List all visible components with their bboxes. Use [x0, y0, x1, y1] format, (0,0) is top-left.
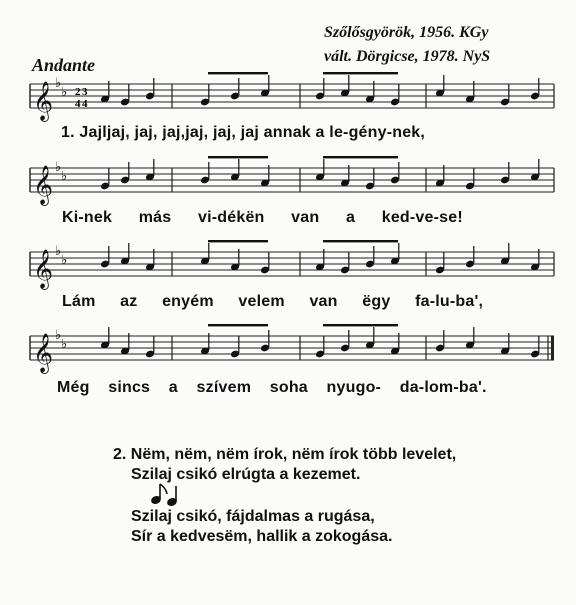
time-signature-top-1: 2 — [75, 86, 81, 98]
flat-icon: ♭ — [61, 85, 68, 100]
source-note-1: Szőlősgyörök, 1956. KGy — [324, 24, 489, 41]
beam — [323, 324, 398, 326]
treble-clef-icon: 𝄞 — [33, 333, 54, 373]
lyric-line-3: Lám az enyém velem van ëgy fa-lu-ba', — [62, 293, 484, 310]
time-signature-top-2: 3 — [82, 86, 88, 98]
verse-2-line-1: 2. Nëm, nëm, nëm írok, nëm írok több levelet, — [113, 446, 457, 463]
flat-icon: ♭ — [61, 169, 68, 184]
flat-icon: ♭ — [55, 244, 62, 259]
verse-2-line-3: Szilaj csikó, fájdalmas a rugása, — [131, 508, 375, 525]
note-icon — [150, 484, 178, 507]
beam — [208, 156, 268, 158]
beam — [208, 240, 268, 242]
treble-clef-icon: 𝄞 — [33, 249, 54, 289]
treble-clef-icon: 𝄞 — [33, 165, 54, 205]
flat-icon: ♭ — [55, 328, 62, 343]
treble-clef-icon: 𝄞 — [33, 81, 54, 121]
time-signature-bottom-1: 4 — [75, 98, 81, 110]
beam — [323, 156, 398, 158]
source-note-2: vált. Dörgicse, 1978. NyS — [324, 48, 491, 65]
verse-2-line-2: Szilaj csikó elrúgta a kezemet. — [131, 466, 361, 483]
beam — [323, 72, 398, 74]
lyric-line-2: Ki-nek más vi-dékën van a ked-ve-se! — [62, 209, 463, 226]
flat-icon: ♭ — [61, 253, 68, 268]
beam — [323, 240, 398, 242]
tempo-marking: Andante — [32, 55, 96, 75]
lyric-line-1: 1. Jajljaj, jaj, jaj,jaj, jaj, jaj annak a le-gény-nek, — [61, 124, 426, 141]
time-signature — [75, 86, 88, 110]
lyric-line-4: Még sincs a szívem soha nyugo- da-lom-ba'. — [57, 379, 487, 396]
verse-2-line-4: Sír a kedvesëm, hallik a zokogása. — [131, 528, 393, 545]
final-barline-thick — [551, 336, 554, 360]
flat-icon: ♭ — [55, 160, 62, 175]
flat-icon: ♭ — [55, 76, 62, 91]
flat-icon: ♭ — [61, 337, 68, 352]
beam — [208, 324, 268, 326]
beam — [208, 72, 268, 74]
time-signature-bottom-2: 4 — [82, 98, 88, 110]
